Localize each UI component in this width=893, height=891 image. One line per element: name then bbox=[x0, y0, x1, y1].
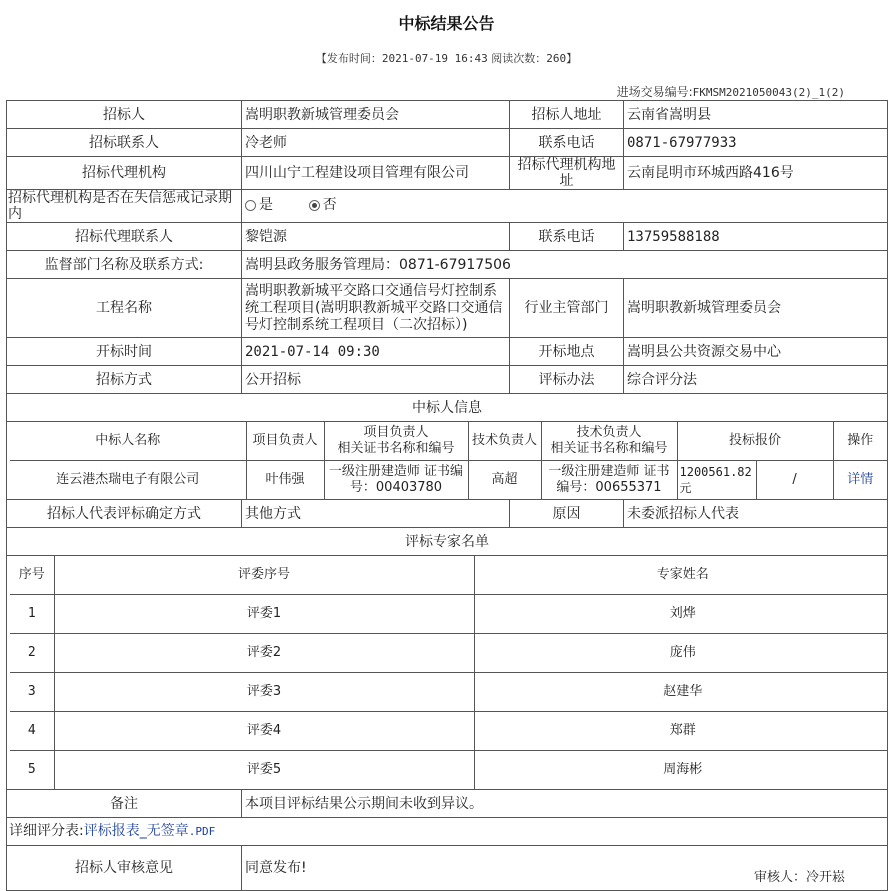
expert-no: 3 bbox=[10, 673, 54, 712]
review-label: 招标人审核意见 bbox=[7, 846, 242, 891]
experts-section-title: 评标专家名单 bbox=[7, 528, 888, 556]
row-review bbox=[7, 846, 888, 891]
read-label: 阅读次数： bbox=[491, 52, 547, 65]
winner-header-tech-cert bbox=[541, 422, 677, 461]
winner-detail-link[interactable]: 详情 bbox=[847, 472, 874, 487]
detail-label: 详细评分表: bbox=[9, 823, 84, 839]
expert-name: 庞伟 bbox=[669, 645, 696, 660]
eval-value: 综合评分法 bbox=[624, 366, 888, 394]
contact-value: 冷老师 bbox=[242, 129, 510, 157]
row-project bbox=[7, 279, 888, 338]
row-open bbox=[7, 338, 888, 366]
winner-name: 连云港杰瑞电子有限公司 bbox=[10, 461, 246, 500]
row-rep bbox=[7, 500, 888, 528]
read-count: 260 bbox=[546, 52, 567, 65]
winner-header-name: 中标人名称 bbox=[10, 422, 246, 461]
remark-value: 本项目评标结果公示期间未收到异议。 bbox=[242, 790, 888, 818]
agency-addr-label: 招标代理机构地址 bbox=[510, 157, 624, 190]
row-experts-table bbox=[7, 556, 888, 790]
contact-label: 招标联系人 bbox=[7, 129, 242, 157]
winner-header-price: 投标报价 bbox=[677, 422, 833, 461]
row-agency bbox=[7, 157, 888, 190]
reviewer-name: 冷开崧 bbox=[805, 870, 845, 885]
supervisor-value: 嵩明县政务服务管理局：0871-67917506 bbox=[242, 251, 888, 279]
radio-no[interactable] bbox=[309, 197, 337, 213]
winner-detail-cell bbox=[833, 461, 887, 500]
expert-seq: 评委1 bbox=[54, 595, 474, 634]
expert-seq: 评委3 bbox=[54, 673, 474, 712]
winner-header-pm-cert bbox=[324, 422, 468, 461]
expert-row bbox=[10, 673, 888, 712]
winner-header-tech-cert-line1: 技术负责人 bbox=[576, 425, 642, 440]
expert-no: 2 bbox=[10, 634, 54, 673]
dishonest-label: 招标代理机构是否在失信惩戒记录期内 bbox=[7, 190, 242, 223]
expert-name: 刘烨 bbox=[669, 606, 696, 621]
experts-header-no: 序号 bbox=[10, 556, 54, 595]
project-label: 工程名称 bbox=[7, 279, 242, 338]
row-experts-section bbox=[7, 528, 888, 556]
detail-file-ext: .PDF bbox=[188, 825, 216, 838]
publish-time: 2021-07-19 16:43 bbox=[381, 52, 488, 65]
method-value: 公开招标 bbox=[242, 366, 510, 394]
rep-value: 其他方式 bbox=[242, 500, 510, 528]
open-time-label: 开标时间 bbox=[7, 338, 242, 366]
expert-seq: 评委4 bbox=[54, 712, 474, 751]
row-dishonest bbox=[7, 190, 888, 223]
row-contact bbox=[7, 129, 888, 157]
experts-table-cell bbox=[7, 556, 888, 790]
expert-name: 赵建华 bbox=[663, 684, 703, 699]
row-detail bbox=[7, 818, 888, 846]
expert-seq: 评委2 bbox=[54, 634, 474, 673]
detail-file-link[interactable] bbox=[84, 823, 216, 839]
winner-header-row bbox=[10, 422, 887, 461]
winner-pm-cert: 一级注册建造师 证书编号：00403780 bbox=[324, 461, 468, 500]
dishonest-options bbox=[242, 190, 888, 223]
experts-header-row bbox=[10, 556, 888, 595]
expert-row bbox=[10, 595, 888, 634]
winner-tech-cert: 一级注册建造师 证书编号：00655371 bbox=[541, 461, 677, 500]
agency-value: 四川山宁工程建设项目管理有限公司 bbox=[242, 157, 510, 190]
radio-yes-icon[interactable] bbox=[245, 200, 256, 211]
winner-header-pm-cert-line1: 项目负责人 bbox=[363, 425, 429, 440]
winner-header-pm: 项目负责人 bbox=[246, 422, 324, 461]
winner-section-title: 中标人信息 bbox=[7, 394, 888, 422]
row-winner-section bbox=[7, 394, 888, 422]
winner-header-action: 操作 bbox=[847, 433, 874, 448]
agency-phone-label: 联系电话 bbox=[510, 223, 624, 251]
reason-value: 未委派招标人代表 bbox=[624, 500, 888, 528]
industry-label: 行业主管部门 bbox=[510, 279, 624, 338]
expert-no: 4 bbox=[10, 712, 54, 751]
winner-table-cell bbox=[7, 422, 888, 500]
remark-label: 备注 bbox=[7, 790, 242, 818]
agency-addr-value: 云南昆明市环城西路416号 bbox=[624, 157, 888, 190]
expert-row bbox=[10, 712, 888, 751]
winner-header-pm-cert-line2: 相关证书名称和编号 bbox=[337, 441, 455, 456]
experts-table bbox=[10, 556, 888, 789]
review-cell bbox=[242, 846, 888, 891]
winner-pm: 叶伟强 bbox=[246, 461, 324, 500]
winner-table bbox=[10, 422, 887, 499]
project-value: 嵩明职教新城平交路口交通信号灯控制系统工程项目(嵩明职教新城平交路口交通信号灯控制系统工程项目（二次招标）) bbox=[242, 279, 510, 338]
winner-data-row bbox=[10, 461, 887, 500]
trade-number-label: 进场交易编号: bbox=[616, 85, 693, 99]
open-time-value: 2021-07-14 09:30 bbox=[242, 338, 510, 366]
announcement-table bbox=[6, 100, 888, 891]
expert-name: 郑群 bbox=[669, 723, 696, 738]
tenderer-value: 嵩明职教新城管理委员会 bbox=[242, 101, 510, 129]
page-title: 中标结果公告 bbox=[398, 14, 495, 33]
row-winner-table bbox=[7, 422, 888, 500]
expert-no: 1 bbox=[10, 595, 54, 634]
publish-meta bbox=[0, 50, 893, 66]
reason-label: 原因 bbox=[510, 500, 624, 528]
reviewer-label: 审核人： bbox=[753, 870, 806, 885]
radio-no-label: 否 bbox=[322, 197, 337, 214]
row-tenderer bbox=[7, 101, 888, 129]
open-place-label: 开标地点 bbox=[510, 338, 624, 366]
expert-name: 周海彬 bbox=[663, 762, 703, 777]
radio-no-icon[interactable] bbox=[309, 200, 320, 211]
tenderer-addr-label: 招标人地址 bbox=[510, 101, 624, 129]
row-supervisor bbox=[7, 251, 888, 279]
industry-value: 嵩明职教新城管理委员会 bbox=[624, 279, 888, 338]
publish-label: 【发布时间： bbox=[315, 52, 382, 65]
publish-close: 】 bbox=[566, 52, 578, 65]
row-method bbox=[7, 366, 888, 394]
winner-price: 1200561.82元 bbox=[677, 461, 756, 500]
experts-header-seq: 评委序号 bbox=[54, 556, 474, 595]
row-remark bbox=[7, 790, 888, 818]
open-place-value: 嵩明县公共资源交易中心 bbox=[624, 338, 888, 366]
winner-header-tech: 技术负责人 bbox=[468, 422, 541, 461]
review-value: 同意发布! bbox=[245, 860, 307, 876]
experts-header-name: 专家姓名 bbox=[656, 567, 709, 582]
agency-contact-value: 黎铠源 bbox=[242, 223, 510, 251]
winner-tech: 高超 bbox=[468, 461, 541, 500]
agency-contact-label: 招标代理联系人 bbox=[7, 223, 242, 251]
row-agency-contact bbox=[7, 223, 888, 251]
trade-number bbox=[617, 83, 845, 100]
tenderer-addr-value: 云南省嵩明县 bbox=[624, 101, 888, 129]
trade-number-value: FKMSM2021050043(2)_1(2) bbox=[692, 86, 845, 99]
winner-header-tech-cert-line2: 相关证书名称和编号 bbox=[550, 441, 668, 456]
agency-label: 招标代理机构 bbox=[7, 157, 242, 190]
tenderer-label: 招标人 bbox=[7, 101, 242, 129]
expert-row bbox=[10, 634, 888, 673]
eval-label: 评标办法 bbox=[510, 366, 624, 394]
phone-label: 联系电话 bbox=[510, 129, 624, 157]
agency-phone-value: 13759588188 bbox=[624, 223, 888, 251]
rep-label: 招标人代表评标确定方式 bbox=[7, 500, 242, 528]
expert-no: 5 bbox=[10, 751, 54, 790]
reviewer bbox=[754, 870, 845, 886]
phone-value: 0871-67977933 bbox=[624, 129, 888, 157]
winner-price-extra: / bbox=[756, 461, 833, 500]
method-label: 招标方式 bbox=[7, 366, 242, 394]
supervisor-label: 监督部门名称及联系方式: bbox=[7, 251, 242, 279]
expert-row bbox=[10, 751, 888, 790]
expert-seq: 评委5 bbox=[54, 751, 474, 790]
detail-cell bbox=[7, 818, 888, 846]
radio-yes-label: 是 bbox=[259, 197, 273, 214]
radio-yes[interactable] bbox=[245, 197, 273, 213]
detail-file-name: 评标报表_无签章 bbox=[83, 823, 189, 839]
